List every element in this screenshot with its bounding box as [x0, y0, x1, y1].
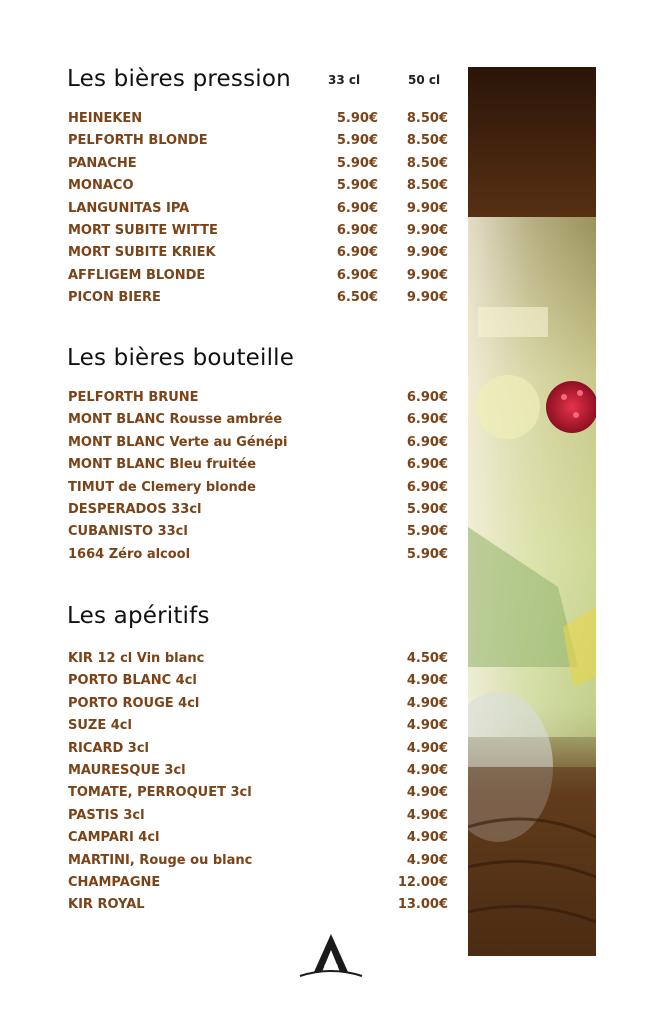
- menu-item-price: 6.90€: [406, 479, 448, 495]
- aperitifs-list: [68, 651, 448, 920]
- menu-item-name: SUZE 4cl: [68, 718, 132, 734]
- price-50cl: 9.90€: [406, 290, 448, 306]
- menu-item: [68, 201, 448, 223]
- price-50cl: 8.50€: [406, 111, 448, 126]
- menu-item: [68, 785, 448, 807]
- price-50cl: 8.50€: [406, 133, 448, 149]
- menu-item-name: MORT SUBITE KRIEK: [68, 245, 216, 261]
- menu-item-price: 4.90€: [406, 830, 448, 846]
- menu-item-name: CHAMPAGNE: [68, 874, 161, 890]
- menu-item-name: MARTINI, Rouge ou blanc: [68, 852, 253, 868]
- menu-item: [68, 524, 448, 546]
- menu-item-price: 4.90€: [406, 785, 448, 801]
- menu-item-name: DESPERADOS 33cl: [68, 501, 202, 517]
- price-50cl: 9.90€: [406, 267, 448, 283]
- price-33cl: 6.90€: [336, 267, 378, 283]
- menu-item-name: PELFORTH BRUNE: [68, 390, 199, 405]
- menu-item: [68, 480, 448, 502]
- menu-item-price: 4.90€: [406, 695, 448, 711]
- menu-item: [68, 897, 448, 919]
- price-33cl: 6.90€: [336, 245, 378, 261]
- menu-item-name: HEINEKEN: [68, 111, 143, 126]
- menu-item-name: KIR ROYAL: [68, 897, 145, 913]
- menu-item: [68, 223, 448, 245]
- price-33cl: 6.50€: [336, 290, 378, 306]
- menu-item-name: MORT SUBITE WITTE: [68, 222, 218, 238]
- menu-item: [68, 245, 448, 267]
- menu-item-price: 4.90€: [406, 673, 448, 689]
- menu-item-price: 6.90€: [406, 457, 448, 473]
- menu-item-price: 5.90€: [406, 501, 448, 517]
- menu-item-name: PICON BIERE: [68, 290, 161, 306]
- price-33cl: 5.90€: [336, 155, 378, 171]
- menu-item-price: 5.90€: [406, 546, 448, 562]
- menu-item: [68, 696, 448, 718]
- price-50cl: 8.50€: [406, 178, 448, 194]
- menu-item: [68, 651, 448, 673]
- menu-item-price: 4.90€: [406, 718, 448, 734]
- menu-item-price: 4.90€: [406, 852, 448, 868]
- menu-item-price: 4.90€: [406, 740, 448, 756]
- price-33cl: 5.90€: [336, 133, 378, 149]
- menu-item-price: 6.90€: [406, 434, 448, 450]
- menu-item-name: PELFORTH BLONDE: [68, 133, 208, 149]
- menu-item: [68, 435, 448, 457]
- price-33cl: 5.90€: [336, 178, 378, 194]
- menu-item-name: PANACHE: [68, 155, 137, 171]
- menu-item-price: 5.90€: [406, 524, 448, 540]
- section-title-bieres-bouteille: Les bières bouteille: [67, 345, 295, 371]
- menu-item: [68, 178, 448, 200]
- column-header-50cl: 50 cl: [408, 73, 441, 87]
- menu-item: [68, 412, 448, 434]
- menu-item: [68, 830, 448, 852]
- menu-item-name: MONACO: [68, 178, 134, 194]
- menu-item: [68, 547, 448, 569]
- menu-item: [68, 111, 448, 133]
- price-50cl: 9.90€: [406, 222, 448, 238]
- menu-item-name: PORTO BLANC 4cl: [68, 673, 197, 689]
- menu-item: [68, 763, 448, 785]
- menu-item: [68, 268, 448, 290]
- column-header-33cl: 33 cl: [328, 73, 361, 87]
- menu-item: [68, 808, 448, 830]
- menu-item-price: 13.00€: [397, 897, 448, 913]
- menu-item-price: 12.00€: [397, 874, 448, 890]
- menu-item: [68, 875, 448, 897]
- price-50cl: 8.50€: [406, 155, 448, 171]
- menu-item-price: 4.90€: [406, 762, 448, 778]
- menu-item-price: 4.90€: [406, 807, 448, 823]
- menu-item: [68, 156, 448, 178]
- menu-item: [68, 133, 448, 155]
- menu-item-name: KIR 12 cl Vin blanc: [68, 651, 205, 666]
- menu-item: [68, 741, 448, 763]
- menu-item-name: TIMUT de Clemery blonde: [68, 479, 256, 495]
- menu-item-name: CUBANISTO 33cl: [68, 524, 188, 540]
- menu-item: [68, 673, 448, 695]
- price-33cl: 5.90€: [336, 111, 378, 126]
- menu-item-price: 6.90€: [406, 412, 448, 428]
- menu-item-name: MONT BLANC Bleu fruitée: [68, 457, 257, 473]
- menu-item-name: PASTIS 3cl: [68, 807, 145, 823]
- menu-item-name: TOMATE, PERROQUET 3cl: [68, 785, 252, 801]
- section-title-bieres-pression: Les bières pression: [67, 66, 291, 92]
- menu-item-name: 1664 Zéro alcool: [68, 546, 191, 562]
- menu-item: [68, 390, 448, 412]
- menu-item-name: MONT BLANC Verte au Génépi: [68, 434, 288, 450]
- price-33cl: 6.90€: [336, 222, 378, 238]
- menu-item-name: MONT BLANC Rousse ambrée: [68, 412, 283, 428]
- menu-item: [68, 853, 448, 875]
- menu-item-name: CAMPARI 4cl: [68, 830, 160, 846]
- section-title-aperitifs: Les apéritifs: [67, 603, 210, 629]
- menu-item-price: 4.50€: [406, 651, 448, 666]
- menu-item-price: 6.90€: [406, 390, 448, 405]
- price-50cl: 9.90€: [406, 245, 448, 261]
- menu-item: [68, 502, 448, 524]
- menu-item: [68, 457, 448, 479]
- menu-item-name: RICARD 3cl: [68, 740, 149, 756]
- menu-item: [68, 718, 448, 740]
- menu-item-name: PORTO ROUGE 4cl: [68, 695, 200, 711]
- menu-item-name: AFFLIGEM BLONDE: [68, 267, 206, 283]
- price-50cl: 9.90€: [406, 200, 448, 216]
- cocktail-photo: [468, 67, 596, 956]
- price-33cl: 6.90€: [336, 200, 378, 216]
- bieres-pression-list: [68, 111, 448, 313]
- menu-item-name: LANGUNITAS IPA: [68, 200, 190, 216]
- bieres-bouteille-list: [68, 390, 448, 569]
- menu-item: [68, 290, 448, 312]
- menu-item-name: MAURESQUE 3cl: [68, 762, 186, 778]
- brand-logo: [296, 930, 366, 984]
